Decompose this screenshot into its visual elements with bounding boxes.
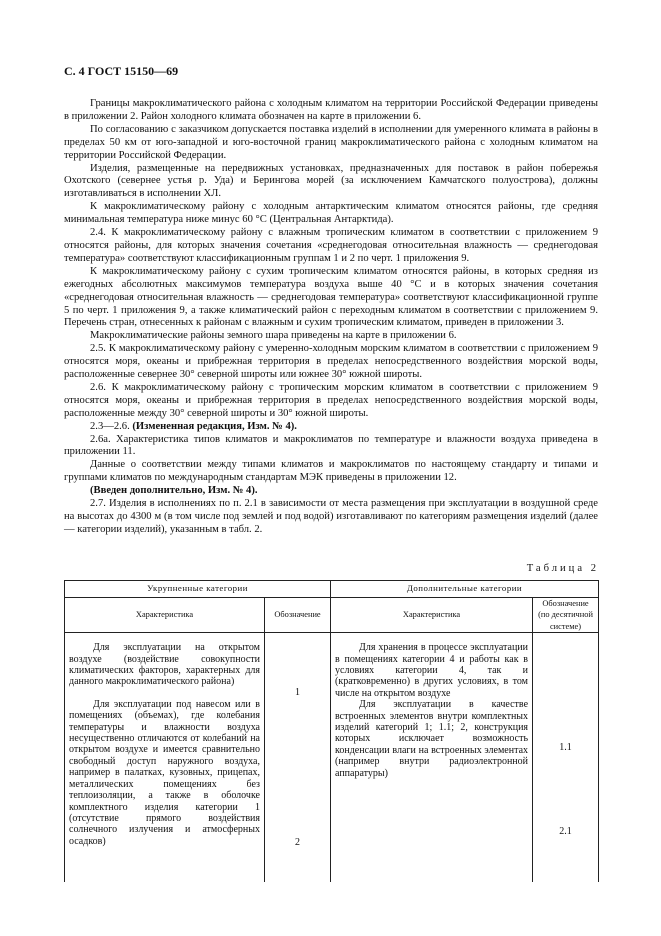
table-cell-code: 2.1 <box>559 825 572 837</box>
document-body <box>64 98 598 537</box>
paragraph: К макроклиматическому району с сухим тропическим климатом относятся районы, в которых средняя из ежегодных абсолютных максимумов температура воздуха выше 40 °С и в которых значения сочетания «среднегодовая относительная влажность — среднегодовая температура» соответствуют классификационной группе 5 по черт. 1 приложения 9, а также климатический район с переходным климатом в соответствии с приложением 9. Перечень стран, отнесенных к районам с влажным и сухим тропическим климатом, приведен в приложении 3. <box>64 265 598 329</box>
left-codes-cell <box>265 633 331 883</box>
col-header-characteristic: Характеристика <box>65 598 265 633</box>
table-caption: Таблица 2 <box>526 563 599 574</box>
table-cell-code: 1 <box>295 687 300 699</box>
left-characteristics-cell <box>65 633 265 883</box>
page-header: С. 4 ГОСТ 15150—69 <box>64 64 179 78</box>
col-header-code: Обозначение <box>265 598 331 633</box>
table-cell-code: 1.1 <box>559 742 572 754</box>
paragraph: 2.7. Изделия в исполнениях по п. 2.1 в зависимости от места размещения при эксплуатации в воздушной среде на высотах до 4300 м (в том числе под землей и под водой) изготавливают по категориям размещения изделий (далее — категории изделий), указанным в табл. 2. <box>64 498 598 535</box>
paragraph: 2.6. К макроклиматическому району с тропическим морским климатом в соответствии с приложением 9 относятся моря, океаны и прибрежная территория в пределах непосредственного воздействия морской воды, расположенные между 30° северной широты и 30° южной широты. <box>64 381 598 419</box>
right-characteristics-cell <box>331 633 533 883</box>
paragraph: Границы макроклиматического района с холодным климатом на территории Российской Федерации приведены в приложении 2. Район холодного климата обозначен на карте в приложении 6. <box>64 98 598 122</box>
group-header-main: Укрупненные категории <box>65 581 331 598</box>
paragraph: 2.6а. Характеристика типов климатов и макроклиматов по температуре и влажности воздуха приведена в приложении 11. <box>64 433 598 458</box>
table-cell-text: Для хранения в процессе эксплуатации в помещениях категории 4 и работы как в условиях категории 4, так и (кратковременно) в других условиях, в том числе на открытом воздухе <box>335 642 529 699</box>
categories-table <box>64 580 599 882</box>
right-codes-cell <box>533 633 599 883</box>
paragraph: Изделия, размещенные на передвижных установках, предназначенных для поставок в район побережья Охотского (севернее устья р. Уда) и Берингова морей (за исключением Камчатского полуострова), должны изготавливаться в исполнении ХЛ. <box>64 162 598 200</box>
added-note: (Введен дополнительно, Изм. № 4). <box>90 485 258 497</box>
paragraph: Макроклиматические районы земного шара приведены на карте в приложении 6. <box>90 330 457 342</box>
table-cell-text: Для эксплуатации на открытом воздухе (воздействие совокупности климатических факторов, характерных для данного макроклиматического района) <box>69 642 260 688</box>
edit-note-prefix: 2.3—2.6. <box>90 420 133 432</box>
col-header-characteristic: Характеристика <box>331 598 533 633</box>
paragraph: Данные о соответствии между типами климатов и макроклиматов по настоящему стандарту и типами и группами климатов по международным стандартам МЭК приведены в приложении 12. <box>64 459 598 484</box>
edit-note <box>64 421 598 434</box>
col-header-code-decimal: Обозначение (по десятичной системе) <box>533 598 599 633</box>
paragraph: К макроклиматическому району с холодным антарктическим климатом относятся районы, где средняя минимальная температура ниже минус 60 °С (Центральная Антарктида). <box>64 201 598 226</box>
paragraph: 2.5. К макроклиматическому району с умеренно-холодным морским климатом в соответствии с приложением 9 относятся моря, океаны и прибрежная территория в пределах непосредственного воздействия морской воды, расположенные севернее 30° северной широты или южнее 30° южной широты. <box>64 343 598 381</box>
paragraph: 2.4. К макроклиматическому району с влажным тропическим климатом в соответствии с приложением 9 относятся районы, для которых значения сочетания «среднегодовая относительная влажность — среднегодовая температура» соответствуют классификационным группам 1 и 2 по черт. 1 приложения 9. <box>64 227 598 264</box>
table-cell-text: Для эксплуатации в качестве встроенных элементов внутри комплектных изделий категорий 1; 1.1; 2, конструкция которых исключает возможность конденсации влаги на встроенных элементах (например внутри радиоэлектронной аппаратуры) <box>335 699 529 779</box>
edit-note-bold: (Измененная редакция, Изм. № 4). <box>132 420 297 432</box>
paragraph: По согласованию с заказчиком допускается поставка изделий в исполнении для умеренного климата в районы в пределах 50 км от юго-западной и юго-восточной границ макроклиматического района с холодным климатом на территории Российской Федерации. <box>64 123 598 161</box>
table-cell-code: 2 <box>295 836 300 848</box>
group-header-additional: Дополнительные категории <box>331 581 599 598</box>
table-cell-text: Для эксплуатации под навесом или в помещениях (объемах), где колебания температуры и влажности воздуха несущественно отличаются от колебаний на открытом воздухе и имеется сравнительно свободный доступ наружного воздуха, например в палатках, кузовных, прицепах, металлических помещениях без теплоизоляции, а также в оболочке комплектного изделия категории 1 (отсутствие прямого воздействия солнечного излучения и атмосферных осадков) <box>69 698 260 847</box>
